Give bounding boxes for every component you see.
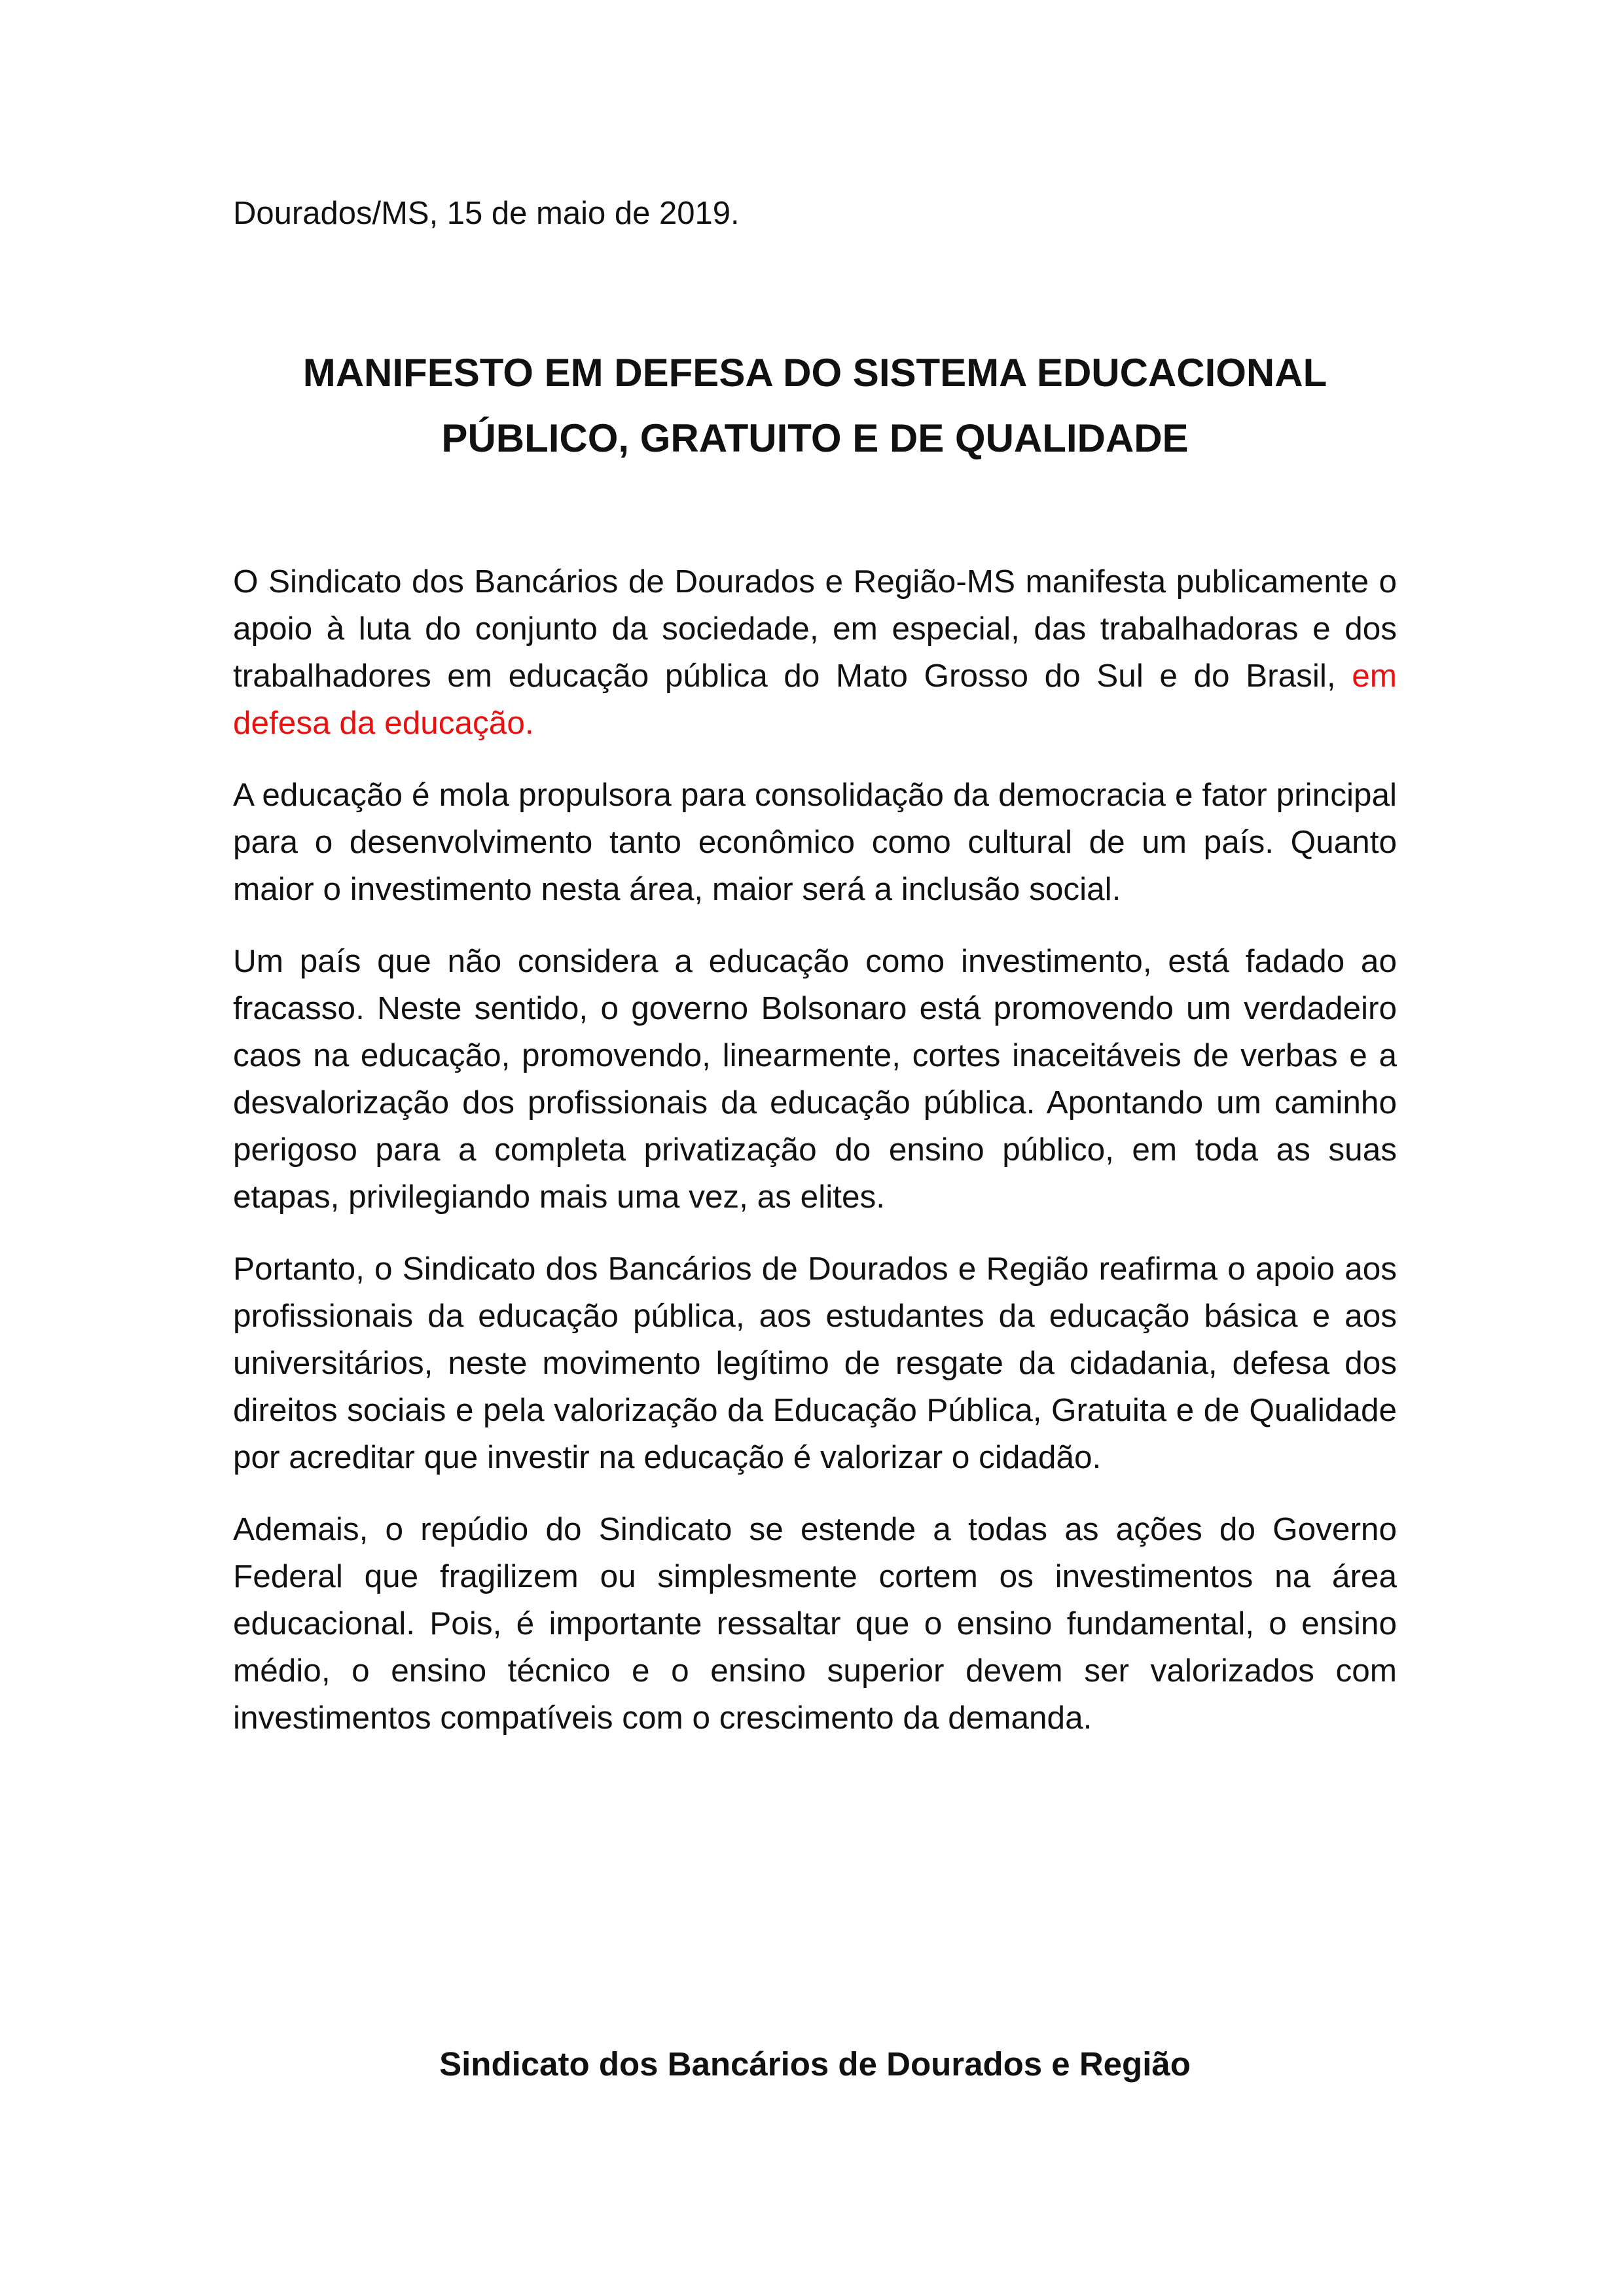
paragraph-1-highlight: em defesa da educação. (233, 658, 1397, 741)
paragraph-3: Um país que não considera a educação como investimento, está fadado ao fracasso. Neste sentido, o governo Bolsonaro está promovendo um verdadeiro caos na educação, promovendo, linearmente, cortes inaceitáveis de verbas e a desvalorização dos profissionais da educação pública. Apontando um caminho perigoso para a completa privatização do ensino público, em toda as suas etapas, privilegiando mais uma vez, as elites. (233, 943, 1397, 1215)
paragraph-1 (233, 558, 1397, 747)
paragraph-5: Ademais, o repúdio do Sindicato se estende a todas as ações do Governo Federal que fragilizem ou simplesmente cortem os investimentos na área educacional. Pois, é importante ressaltar que o ensino fundamental, o ensino médio, o ensino técnico e o ensino superior devem ser valorizados com investimentos compatíveis com o crescimento da demanda. (233, 1511, 1397, 1736)
document-title (233, 340, 1397, 471)
title-line-1: MANIFESTO EM DEFESA DO SISTEMA EDUCACIONAL (302, 351, 1327, 395)
paragraph-2: A educação é mola propulsora para consolidação da democracia e fator principal para o desenvolvimento tanto econômico como cultural de um país. Quanto maior o investimento nesta área, maior será a inclusão social. (233, 777, 1397, 907)
title-line-2: PÚBLICO, GRATUITO E DE QUALIDADE (441, 416, 1189, 460)
paragraph-1-text: O Sindicato dos Bancários de Dourados e Região-MS manifesta publicamente o apoio à luta do conjunto da sociedade, em especial, das trabalhadoras e dos trabalhadores em educação pública do Mato Grosso do Sul e do Brasil, (233, 564, 1397, 694)
paragraph-4: Portanto, o Sindicato dos Bancários de Dourados e Região reafirma o apoio aos profissionais da educação pública, aos estudantes da educação básica e aos universitários, neste movimento legítimo de resgate da cidadania, defesa dos direitos sociais e pela valorização da Educação Pública, Gratuita e de Qualidade por acreditar que investir na educação é valorizar o cidadão. (233, 1251, 1397, 1475)
date-line: Dourados/MS, 15 de maio de 2019. (233, 196, 740, 231)
document-body (233, 558, 1397, 1767)
signature-line: Sindicato dos Bancários de Dourados e Região (439, 2045, 1191, 2083)
